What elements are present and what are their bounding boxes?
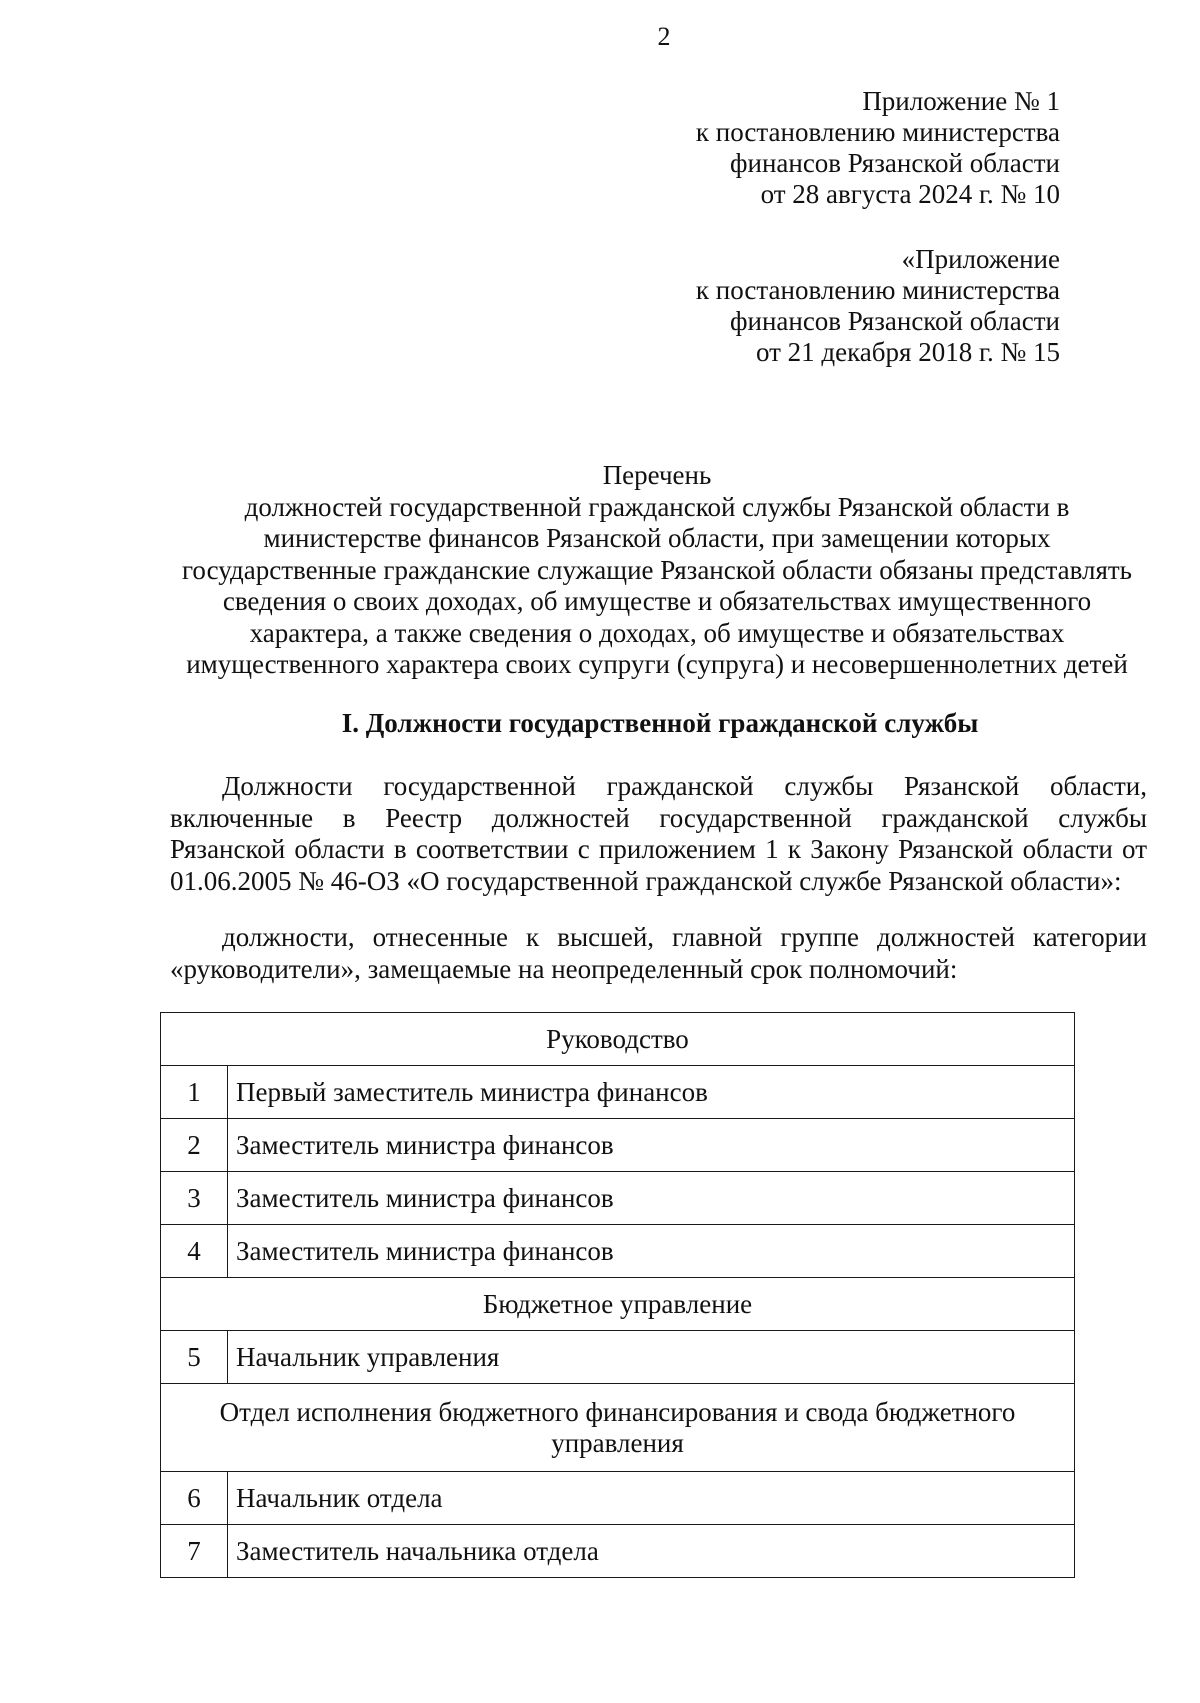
row-number: 1 (161, 1066, 228, 1119)
table-row (161, 1119, 1075, 1172)
position-name: Заместитель министра финансов (228, 1172, 1075, 1225)
title-line: имущественного характера своих супруги (супруга) и несовершеннолетних детей (186, 649, 1128, 679)
table-row (161, 1525, 1075, 1578)
group-header-line: Отдел исполнения бюджетного финансирования и свода бюджетного (219, 1396, 1016, 1427)
position-name: Заместитель министра финансов (228, 1225, 1075, 1278)
document-title (170, 460, 1144, 681)
row-number: 6 (161, 1472, 228, 1525)
attachment-1-line: Приложение № 1 (862, 86, 1060, 116)
attachment-1-header (696, 86, 1060, 210)
position-name: Начальник отдела (228, 1472, 1075, 1525)
group-header-leadership: Руководство (161, 1013, 1075, 1066)
attachment-2-line: к постановлению министерства (695, 275, 1060, 305)
row-number: 7 (161, 1525, 228, 1578)
position-name: Заместитель начальника отдела (228, 1525, 1075, 1578)
paragraph-line: Должности государственной гражданской службы Рязанской области, (222, 771, 1147, 801)
paragraph-line: «руководители», замещаемые на неопределенный срок полномочий: (170, 953, 958, 984)
title-line: государственные гражданские служащие Рязанской области обязаны представлять (182, 554, 1132, 585)
attachment-2-header (696, 244, 1060, 368)
positions-table (160, 1012, 1075, 1578)
attachment-1-line: финансов Рязанской области (730, 148, 1060, 178)
paragraph-line: включенные в Реестр должностей государственной гражданской службы (170, 802, 1147, 833)
category-paragraph (170, 922, 1147, 985)
row-number: 3 (161, 1172, 228, 1225)
group-header-line: управления (551, 1427, 684, 1458)
attachment-1-line: от 28 августа 2024 г. № 10 (760, 179, 1060, 209)
paragraph-line: должности, отнесенные к высшей, главной группе должностей категории (222, 922, 1147, 952)
title-line: характера, а также сведения о доходах, об имуществе и обязательствах (249, 617, 1065, 648)
table-row (161, 1331, 1075, 1384)
attachment-2-line: «Приложение (901, 244, 1060, 274)
row-number: 5 (161, 1331, 228, 1384)
group-header-budget-department: Бюджетное управление (161, 1278, 1075, 1331)
table-row (161, 1172, 1075, 1225)
row-number: 4 (161, 1225, 228, 1278)
intro-paragraph (170, 771, 1147, 897)
title-line: должностей государственной гражданской службы Рязанской области в (244, 491, 1070, 522)
row-number: 2 (161, 1119, 228, 1172)
table-group-row (161, 1013, 1075, 1066)
table-row (161, 1066, 1075, 1119)
position-name: Первый заместитель министра финансов (228, 1066, 1075, 1119)
paragraph-line: 01.06.2005 № 46-ОЗ «О государственной гражданской службе Рязанской области»: (170, 865, 1122, 896)
table-row (161, 1472, 1075, 1525)
attachment-2-line: финансов Рязанской области (730, 306, 1060, 336)
section-heading: I. Должности государственной гражданской службы (341, 708, 979, 738)
title-line: сведения о своих доходах, об имуществе и обязательствах имущественного (222, 586, 1092, 616)
position-name: Начальник управления (228, 1331, 1075, 1384)
attachment-2-line: от 21 декабря 2018 г. № 15 (755, 337, 1060, 367)
title-line: министерстве финансов Рязанской области, при замещении которых (263, 523, 1051, 553)
table-group-row (161, 1278, 1075, 1331)
title-line: Перечень (602, 460, 712, 490)
table-row (161, 1225, 1075, 1278)
page-number: 2 (657, 22, 671, 51)
paragraph-line: Рязанской области в соответствии с приложением 1 к Закону Рязанской области от (170, 834, 1147, 864)
attachment-1-line: к постановлению министерства (695, 117, 1060, 147)
position-name: Заместитель министра финансов (228, 1119, 1075, 1172)
table-group-row (161, 1384, 1075, 1472)
group-header-execution-division (161, 1384, 1075, 1472)
